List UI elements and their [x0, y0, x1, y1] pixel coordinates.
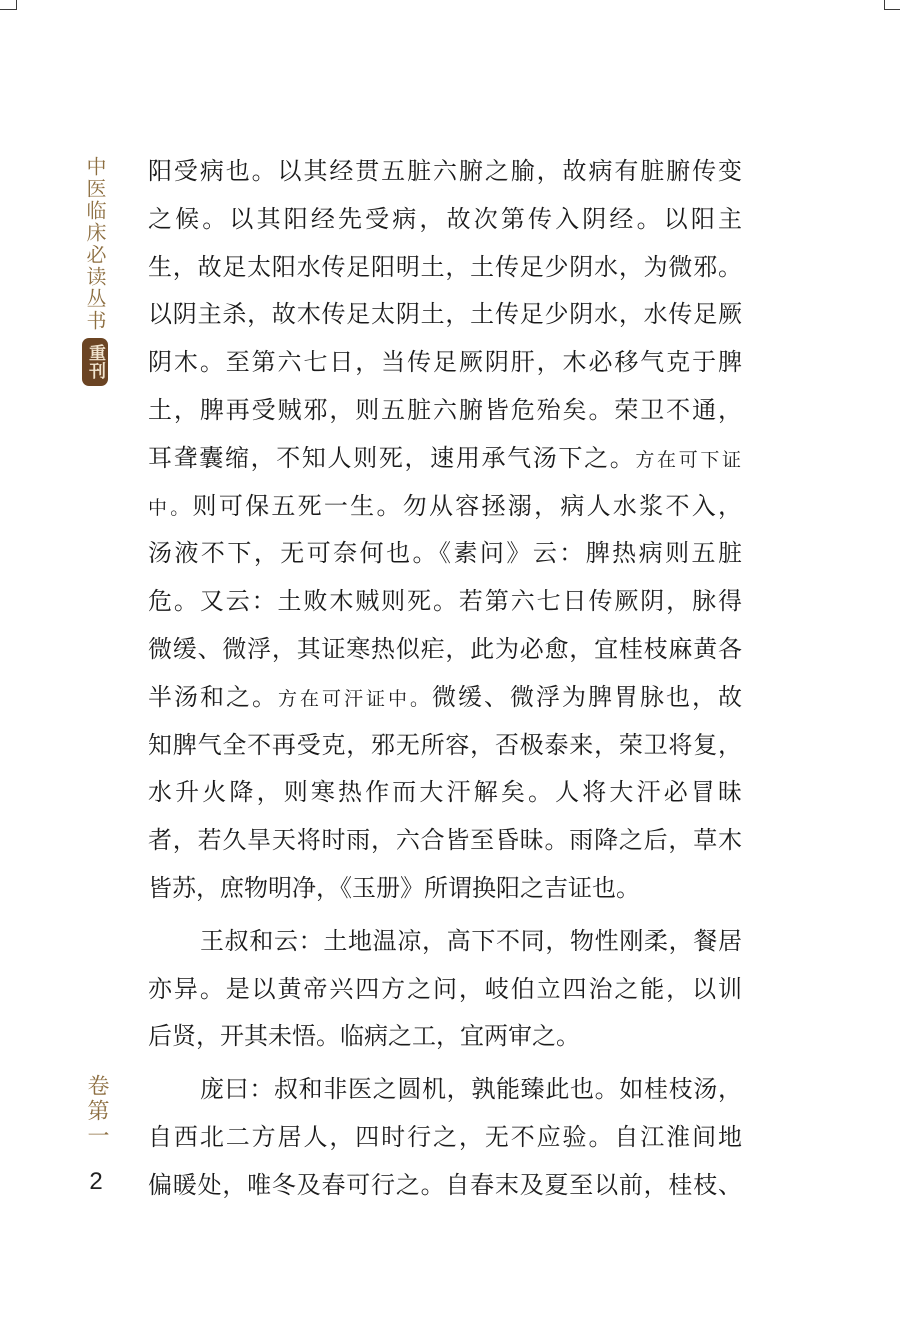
text-segment: 王叔和云：土地温凉，高下不同，物性刚柔，餐居: [200, 926, 742, 955]
text-segment: 阴木。至第六七日，当传足厥阴肝，木必移气克于脾: [148, 348, 742, 377]
text-line: [148, 674, 742, 722]
text-line: [148, 918, 742, 966]
text-line: [148, 966, 742, 1014]
text-line: [148, 339, 742, 387]
text-segment: 微缓、微浮为脾胃脉也，故: [432, 682, 742, 711]
volume-label: 卷第一: [84, 1074, 109, 1149]
text-segment: 危。又云：土败木贼则死。若第六七日传厥阴，脉得: [148, 587, 742, 616]
text-segment: 者，若久旱天将时雨，六合皆至昏昧。雨降之后，草木: [148, 826, 742, 855]
text-line: [148, 196, 742, 244]
crop-mark-top-right: [884, 9, 900, 10]
paragraph: [148, 918, 742, 1061]
seal-badge: [82, 338, 108, 386]
text-line: [148, 817, 742, 865]
annotation-note: 方在可汗证中。: [278, 687, 432, 710]
text-segment: 亦异。是以黄帝兴四方之问，岐伯立四治之能，以训: [148, 974, 742, 1003]
text-segment: 土，脾再受贼邪，则五脏六腑皆危殆矣。荣卫不通，: [148, 395, 742, 424]
text-line: [148, 530, 742, 578]
annotation-note: 中。: [148, 496, 193, 519]
crop-mark-top-left: [0, 9, 16, 10]
text-segment: 以阴主杀，故木传足太阴土，土传足少阴水，水传足厥: [148, 300, 742, 329]
text-segment: 皆苏，庶物明净，《玉册》所谓换阳之吉证也。: [148, 873, 640, 902]
text-segment: 水升火降，则寒热作而大汗解矣。人将大汗必冒昧: [148, 778, 742, 807]
text-line: [148, 387, 742, 435]
text-segment: 知脾气全不再受克，邪无所容，否极泰来，荣卫将复，: [148, 730, 742, 759]
body-text: [148, 148, 742, 1210]
crop-mark-top-left: [16, 0, 17, 10]
text-line: [148, 626, 742, 674]
text-segment: 自西北二方居人，四时行之，无不应验。自江淮间地: [148, 1122, 742, 1151]
page-number: 2: [89, 1168, 103, 1195]
annotation-note: 方在可下证: [635, 448, 742, 471]
text-line: [148, 1162, 742, 1210]
text-segment: 阳受病也。以其经贯五脏六腑之腧，故病有脏腑传变: [148, 157, 742, 185]
text-segment: 耳聋囊缩，不知人则死，速用承气汤下之。: [148, 443, 636, 472]
text-line: [148, 1066, 742, 1114]
text-segment: 后贤，开其未悟。临病之工，宜两审之。: [148, 1022, 580, 1051]
series-title: 中医临床必读丛书: [83, 156, 107, 332]
text-line: [148, 291, 742, 339]
text-line: [148, 865, 742, 913]
text-line: [148, 244, 742, 292]
text-line: [148, 1013, 742, 1061]
crop-mark-top-right: [884, 0, 885, 10]
text-segment: 生，故足太阳水传足阳明土，土传足少阴水，为微邪。: [148, 252, 742, 281]
text-segment: 偏暖处，唯冬及春可行之。自春末及夏至以前，桂枝、: [148, 1170, 742, 1199]
text-line: [148, 769, 742, 817]
text-segment: 之候。以其阳经先受病，故次第传入阴经。以阳主: [148, 204, 742, 233]
text-line: [148, 148, 742, 196]
text-line: [148, 578, 742, 626]
text-segment: 庞曰：叔和非医之圆机，孰能臻此也。如桂枝汤，: [200, 1075, 742, 1104]
paragraph: [148, 148, 742, 913]
text-segment: 则可保五死一生。勿从容拯溺，病人水浆不入，: [192, 491, 742, 520]
text-segment: 微缓、微浮，其证寒热似疟，此为必愈，宜桂枝麻黄各: [148, 634, 742, 663]
text-segment: 半汤和之。: [148, 682, 278, 711]
paragraph: [148, 1066, 742, 1209]
text-line: [148, 435, 742, 483]
seal-text: 重刊: [85, 344, 105, 380]
text-segment: 汤液不下，无可奈何也。《素问》云：脾热病则五脏: [148, 539, 742, 568]
text-line: [148, 483, 742, 531]
text-line: [148, 722, 742, 770]
text-line: [148, 1114, 742, 1162]
